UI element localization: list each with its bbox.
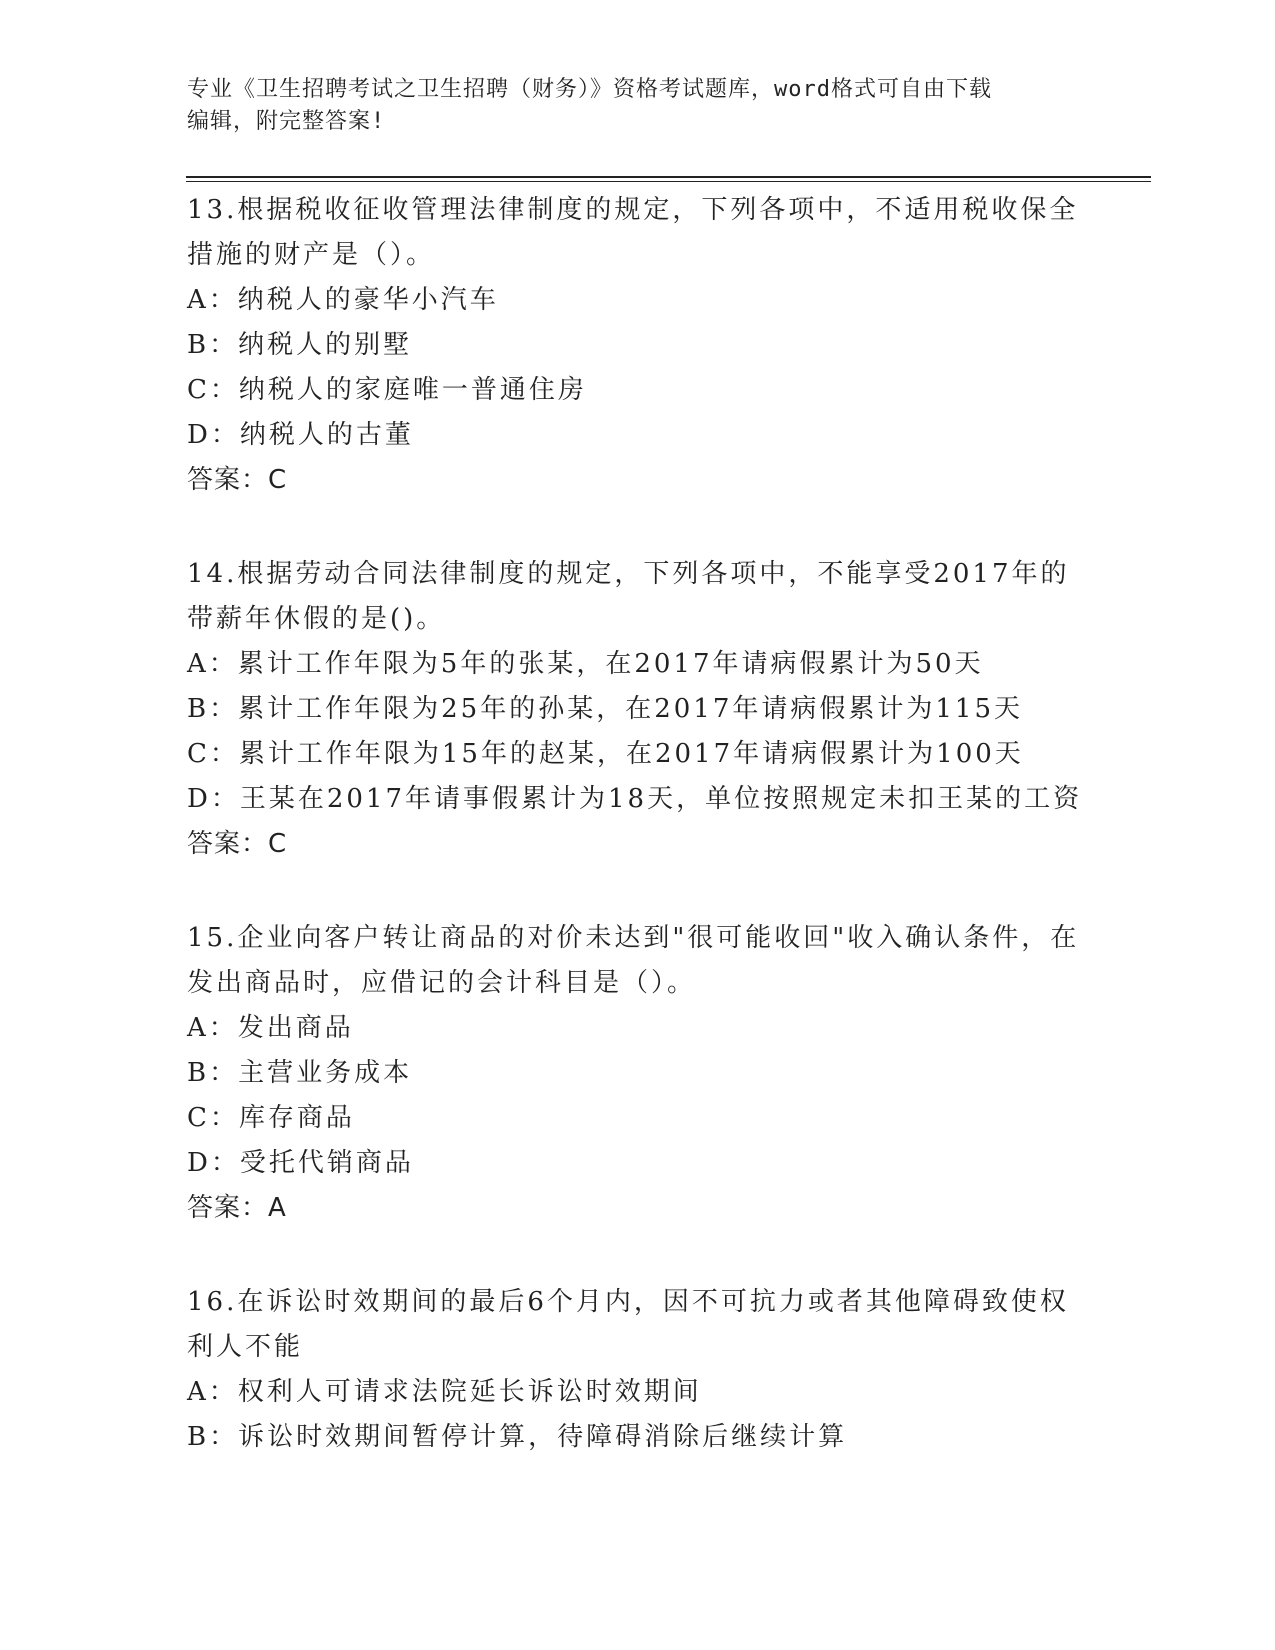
option-d: D：王某在2017年请事假累计为18天，单位按照规定未扣王某的工资 (187, 784, 1083, 814)
question-stem: 16.在诉讼时效期间的最后6个月内，因不可抗力或者其他障碍致使权 (187, 1287, 1069, 1317)
document-header (187, 74, 1067, 138)
header-line-1: 专业《卫生招聘考试之卫生招聘（财务）》资格考试题库，word格式可自由下载 (187, 77, 992, 102)
option-c: C：纳税人的家庭唯一普通住房 (187, 375, 587, 405)
question-stem-cont: 措施的财产是（）。 (187, 240, 436, 270)
question-16 (187, 1280, 1087, 1460)
header-line-2: 编辑，附完整答案! (187, 109, 386, 134)
option-b: B：诉讼时效期间暂停计算，待障碍消除后继续计算 (187, 1422, 848, 1452)
option-d: D：受托代销商品 (187, 1148, 414, 1178)
question-stem-cont: 带薪年休假的是()。 (187, 604, 446, 634)
option-a: A：累计工作年限为5年的张某，在2017年请病假累计为50天 (187, 649, 984, 679)
option-c: C：累计工作年限为15年的赵某，在2017年请病假累计为100天 (187, 739, 1024, 769)
question-stem: 15.企业向客户转让商品的对价未达到"很可能收回"收入确认条件，在 (187, 923, 1080, 953)
header-divider-thin (186, 181, 1151, 182)
question-stem-cont: 发出商品时，应借记的会计科目是（）。 (187, 968, 697, 998)
option-b: B：主营业务成本 (187, 1058, 413, 1088)
answer-label: 答案：A (187, 1193, 287, 1223)
header-divider-thick (186, 176, 1151, 178)
option-b: B：纳税人的别墅 (187, 330, 413, 360)
question-stem-cont: 利人不能 (187, 1332, 304, 1362)
question-stem: 13.根据税收征收管理法律制度的规定，下列各项中，不适用税收保全 (187, 195, 1079, 225)
option-a: A：纳税人的豪华小汽车 (187, 285, 499, 315)
answer-label: 答案：C (187, 465, 288, 495)
question-14 (187, 552, 1087, 867)
question-15 (187, 916, 1087, 1231)
option-c: C：库存商品 (187, 1103, 355, 1133)
option-d: D：纳税人的古董 (187, 420, 414, 450)
answer-label: 答案：C (187, 829, 288, 859)
option-a: A：发出商品 (187, 1013, 354, 1043)
question-13 (187, 188, 1087, 503)
question-list (187, 188, 1087, 1460)
option-b: B：累计工作年限为25年的孙某，在2017年请病假累计为115天 (187, 694, 1023, 724)
question-stem: 14.根据劳动合同法律制度的规定，下列各项中，不能享受2017年的 (187, 559, 1070, 589)
option-a: A：权利人可请求法院延长诉讼时效期间 (187, 1377, 702, 1407)
